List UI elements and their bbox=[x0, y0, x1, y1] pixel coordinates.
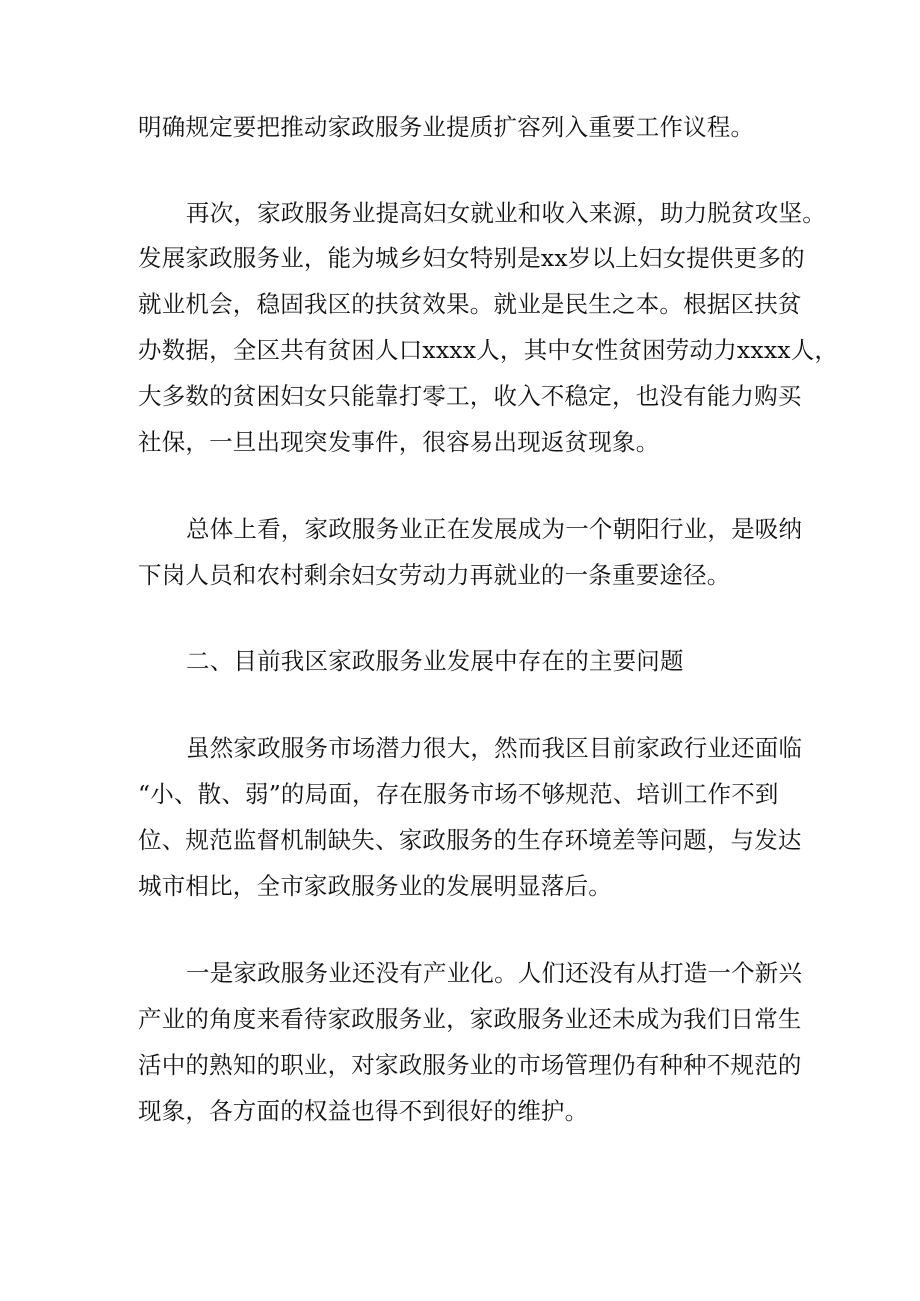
text-line: 发展家政服务业，能为城乡妇女特别是xx岁以上妇女提供更多的 bbox=[138, 244, 805, 272]
paragraph-first-line: 虽然家政服务市场潜力很大，然而我区目前家政行业还面临 bbox=[186, 734, 803, 762]
text-line: 活中的熟知的职业，对家政服务业的市场管理仍有种种不规范的 bbox=[138, 1051, 802, 1079]
text-line: 城市相比，全市家政服务业的发展明显落后。 bbox=[138, 872, 612, 900]
text-line: 办数据，全区共有贫困人口xxxx人，其中女性贫困劳动力xxxx人， bbox=[138, 336, 839, 364]
paragraph-first-line: 一是家政服务业还没有产业化。人们还没有从打造一个新兴 bbox=[186, 959, 803, 987]
paragraph-first-line: 总体上看，家政服务业正在发展成为一个朝阳行业，是吸纳 bbox=[186, 515, 803, 543]
text-line: “小、散、弱”的局面，存在服务市场不够规范、培训工作不到 bbox=[138, 780, 779, 808]
text-line: 明确规定要把推动家政服务业提质扩容列入重要工作议程。 bbox=[138, 113, 755, 141]
section-heading: 二、目前我区家政服务业发展中存在的主要问题 bbox=[186, 647, 684, 675]
text-line: 社保，一旦出现突发事件，很容易出现返贫现象。 bbox=[138, 428, 660, 456]
text-line: 大多数的贫困妇女只能靠打零工，收入不稳定，也没有能力购买 bbox=[138, 382, 802, 410]
text-line: 就业机会，稳固我区的扶贫效果。就业是民生之本。根据区扶贫 bbox=[138, 290, 802, 318]
paragraph-first-line: 再次，家政服务业提高妇女就业和收入来源，助力脱贫攻坚。 bbox=[186, 199, 826, 227]
text-line: 现象，各方面的权益也得不到很好的维护。 bbox=[138, 1097, 589, 1125]
text-line: 位、规范监督机制缺失、家政服务的生存环境差等问题，与发达 bbox=[138, 826, 802, 854]
text-line: 下岗人员和农村剩余妇女劳动力再就业的一条重要途径。 bbox=[138, 561, 731, 589]
text-line: 产业的角度来看待家政服务业，家政服务业还未成为我们日常生 bbox=[138, 1005, 802, 1033]
